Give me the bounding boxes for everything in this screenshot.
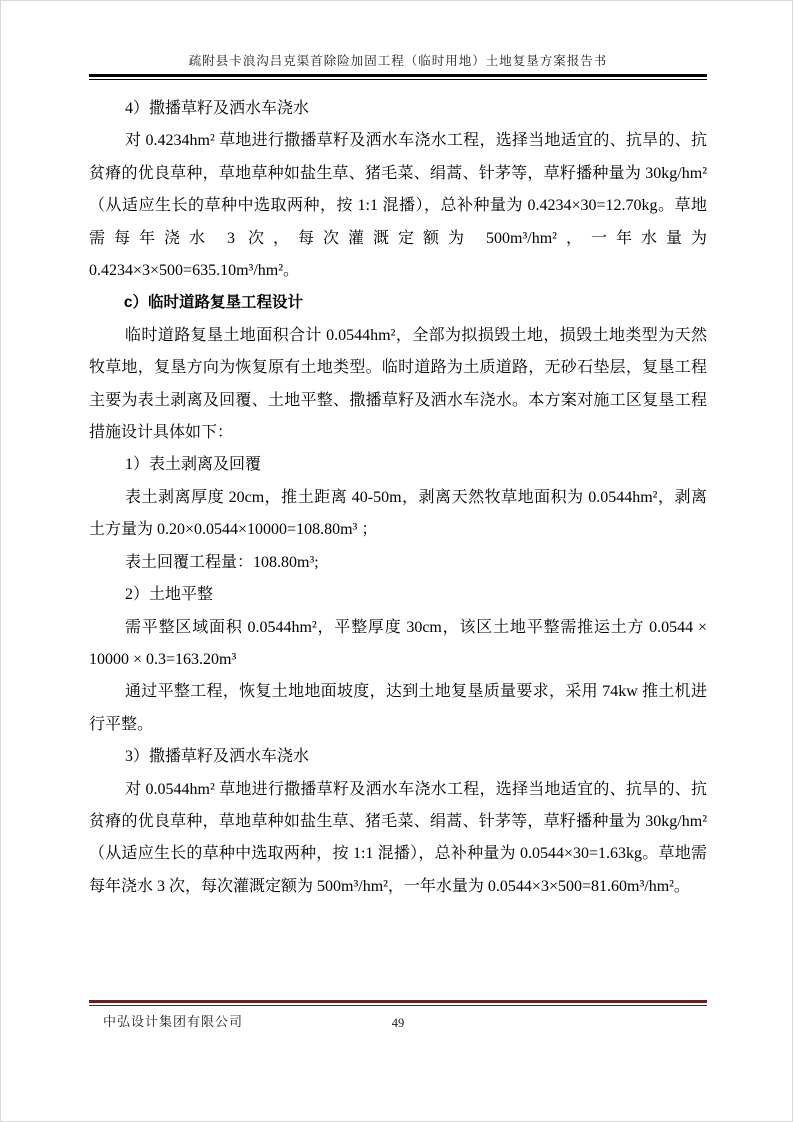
paragraph: 1）表土剥离及回覆 xyxy=(125,456,262,474)
paragraph: 临时道路复垦土地面积合计 0.0544hm²，全部为拟损毁土地，损毁土地类型为天然牧草地，复垦方向为恢复原有土地类型。临时道路为土质道路，无砂石垫层，复垦工程主要为表土剥离及回覆、土地平整、撒播草籽及洒水车浇水。本方案对施工区复垦工程措施设计具体如下： xyxy=(89,326,707,442)
paragraph: 4）撒播草籽及洒水车浇水 xyxy=(125,100,310,117)
footer-rule-thin xyxy=(89,1005,707,1006)
page-number: 49 xyxy=(391,1016,405,1030)
page-footer xyxy=(89,1000,707,1031)
header-rule-thick xyxy=(89,74,707,77)
header-rule-thin xyxy=(89,79,707,80)
footer-rule-thick xyxy=(89,1000,707,1003)
paragraph: 需平整区域面积 0.0544hm²，平整厚度 30cm，该区土地平整需推运土方 0.0544 × 10000 × 0.3=163.20m³ xyxy=(89,618,707,668)
paragraph: 表土剥离厚度 20cm，推土距离 40-50m，剥离天然牧草地面积为 0.0544hm²，剥离土方量为 0.20×0.0544×10000=108.80m³ ； xyxy=(89,488,707,539)
paragraph: 对 0.0544hm² 草地进行撒播草籽及洒水车浇水工程，选择当地适宜的、抗旱的、抗贫瘠的优良草种，草地草种如盐生草、猪毛菜、绢蒿、针茅等，草籽播种量为 30kg/hm²（从适应生长的草种中选取两种，按 1:1 混播），总补种量为 0.0544×30=1.63kg。草地需每年浇水 3 次，每次灌溉定额为 500m³/hm²，一年水量为 0.0544×3×500=81.60m³/hm²。 xyxy=(89,780,707,895)
document-body xyxy=(89,93,707,903)
paragraph: 对 0.4234hm² 草地进行撒播草籽及洒水车浇水工程，选择当地适宜的、抗旱的、抗贫瘠的优良草种，草地草种如盐生草、猪毛菜、绢蒿、针茅等，草籽播种量为 30kg/hm²（从适应生长的草种中选取两种，按 1:1 混播），总补种量为 0.4234×30=12.70kg。草地需每年浇水 3 次，每次灌溉定额为 500m³/hm²，一年水量为 0.4234×3×500=635.10m³/hm²。 xyxy=(89,132,707,280)
footer-rule xyxy=(89,1000,707,1006)
footer-row xyxy=(89,1011,707,1031)
paragraph: 3）撒播草籽及洒水车浇水 xyxy=(125,748,310,766)
header-title: 疏附县卡浪沟吕克渠首除险加固工程（临时用地）土地复垦方案报告书 xyxy=(188,54,608,68)
page-header xyxy=(89,53,707,80)
paragraph: 通过平整工程，恢复土地地面坡度，达到土地复垦质量要求，采用 74kw 推土机进行平整。 xyxy=(89,683,707,733)
paragraph: 2）土地平整 xyxy=(125,586,214,604)
header-rule xyxy=(89,74,707,80)
footer-company: 中弘设计集团有限公司 xyxy=(103,1014,244,1029)
paragraph: 表土回覆工程量：108.80m³; xyxy=(125,553,319,571)
section-heading: c）临时道路复垦工程设计 xyxy=(123,294,303,312)
